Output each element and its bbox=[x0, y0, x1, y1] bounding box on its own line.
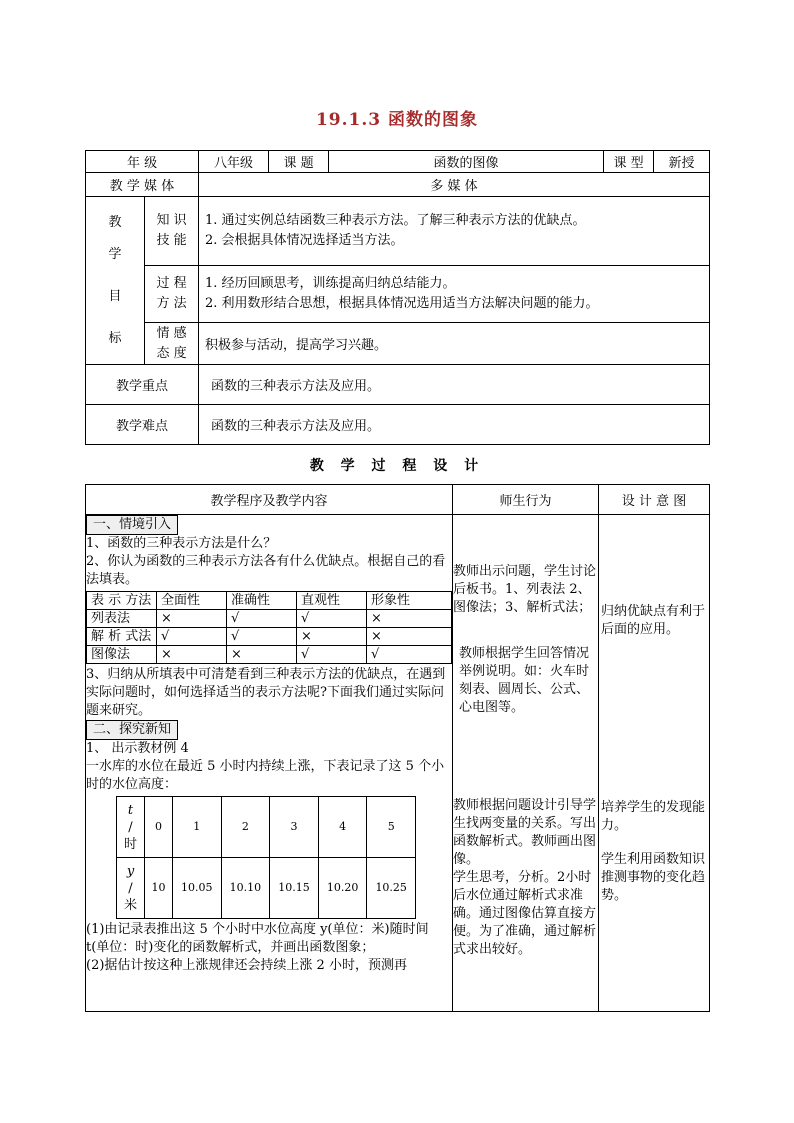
y-label-part: / bbox=[128, 880, 133, 896]
goals-char: 学 bbox=[108, 246, 122, 262]
knowledge-label bbox=[145, 197, 199, 266]
process-label-line: 过 程 bbox=[156, 276, 187, 291]
example-question-1: (1)由记录表推出这 5 个小时中水位高度 y(单位：米)随时间 t(单位：时)变化的函数解析式，并画出函数图象； bbox=[86, 922, 429, 955]
knowledge-goal-item: 1. 通过实例总结函数三种表示方法。了解三种表示方法的优缺点。 bbox=[205, 213, 586, 228]
compare-cell: √ bbox=[227, 610, 297, 628]
emotion-label-line: 情 感 bbox=[156, 325, 187, 341]
intent-text-3: 学生利用函数知识推测事物的变化趋势。 bbox=[601, 852, 706, 903]
knowledge-goals bbox=[199, 197, 710, 266]
compare-cell: × bbox=[227, 646, 297, 664]
example-title: 1、 出示教材例 4 bbox=[86, 741, 189, 756]
t-label-part: 时 bbox=[123, 836, 137, 852]
key-point-label: 教学重点 bbox=[86, 365, 199, 405]
y-value: 10.10 bbox=[221, 858, 270, 919]
goals-char: 教 bbox=[108, 214, 122, 230]
y-value: 10.05 bbox=[173, 858, 222, 919]
knowledge-label-line: 知 识 bbox=[156, 213, 187, 228]
water-level-table bbox=[116, 796, 416, 919]
knowledge-label-line: 技 能 bbox=[156, 233, 187, 248]
media-value: 多 媒 体 bbox=[199, 173, 710, 197]
goals-char: 目 bbox=[108, 288, 122, 304]
t-label bbox=[117, 797, 145, 858]
t-value: 3 bbox=[270, 797, 319, 858]
compare-cell: × bbox=[157, 646, 227, 664]
compare-cell: √ bbox=[157, 628, 227, 646]
difficult-point-value: 函数的三种表示方法及应用。 bbox=[199, 405, 710, 445]
media-label: 教 学 媒 体 bbox=[86, 173, 199, 197]
emotion-label-line: 态 度 bbox=[156, 345, 187, 361]
compare-header: 表 示 方法 bbox=[87, 592, 157, 610]
intent-text-2: 培养学生的发现能力。 bbox=[601, 800, 706, 833]
behavior-text-4: 学生思考，分析。2小时后水位通过解析式求准确。通过图像估算直接方便。为了准确，通过解析式求出较好。 bbox=[453, 870, 597, 957]
section-heading-explore: 二、探究新知 bbox=[86, 720, 178, 740]
knowledge-goal-item: 2. 会根据具体情况选择适当方法。 bbox=[205, 233, 404, 248]
question-3: 3、归纳从所填表中可清楚看到三种表示方法的优缺点，在遇到实际问题时，如何选择适当的表示方法呢?下面我们通过实际问题来研究。 bbox=[86, 667, 446, 718]
compare-cell: √ bbox=[367, 646, 452, 664]
t-value: 2 bbox=[221, 797, 270, 858]
teaching-process-table bbox=[85, 484, 710, 1012]
compare-cell: 解 析 式法 bbox=[87, 628, 157, 646]
key-point-value: 函数的三种表示方法及应用。 bbox=[199, 365, 710, 405]
t-value: 4 bbox=[318, 797, 367, 858]
emotion-label bbox=[145, 323, 199, 365]
topic-label: 课 题 bbox=[269, 151, 329, 173]
type-value: 新授 bbox=[654, 151, 710, 173]
compare-cell: × bbox=[367, 610, 452, 628]
compare-header: 准确性 bbox=[227, 592, 297, 610]
y-label-part: y bbox=[126, 863, 135, 879]
y-label bbox=[117, 858, 145, 919]
intent-text-1: 归纳优缺点有利于后面的应用。 bbox=[601, 604, 706, 637]
y-value: 10.15 bbox=[270, 858, 319, 919]
t-value: 0 bbox=[145, 797, 173, 858]
type-label: 课 型 bbox=[604, 151, 654, 173]
process-goal-item: 1. 经历回顾思考，训练提高归纳总结能力。 bbox=[205, 276, 456, 291]
goals-char: 标 bbox=[108, 330, 122, 346]
compare-cell: √ bbox=[297, 646, 367, 664]
compare-header: 直观性 bbox=[297, 592, 367, 610]
col-header-behavior: 师生行为 bbox=[453, 485, 599, 515]
y-value: 10 bbox=[145, 858, 173, 919]
lesson-info-table bbox=[85, 150, 710, 445]
y-value: 10.20 bbox=[318, 858, 367, 919]
t-label-part: t bbox=[127, 802, 134, 818]
process-section-title: 教 学 过 程 设 计 bbox=[309, 458, 485, 474]
content-cell bbox=[86, 515, 453, 1012]
behavior-text-2: 教师根据学生回答情况举例说明。如：火车时刻表、圆周长、公式、心电图等。 bbox=[459, 646, 590, 715]
compare-cell: √ bbox=[297, 610, 367, 628]
y-value: 10.25 bbox=[367, 858, 416, 919]
t-value: 1 bbox=[173, 797, 222, 858]
section-heading-intro: 一、情境引入 bbox=[86, 515, 178, 535]
y-label-part: 米 bbox=[123, 897, 137, 913]
col-header-content: 教学程序及教学内容 bbox=[86, 485, 453, 515]
grade-label: 年 级 bbox=[86, 151, 199, 173]
grade-value: 八年级 bbox=[199, 151, 269, 173]
t-label-part: / bbox=[128, 819, 133, 835]
difficult-point-label: 教学难点 bbox=[86, 405, 199, 445]
behavior-text-3: 教师根据问题设计引导学生找两变量的关系。写出函数解析式。教师画出图像。 bbox=[453, 798, 597, 867]
process-goal-item: 2. 利用数形结合思想，根据具体情况选用适当方法解决问题的能力。 bbox=[205, 296, 599, 311]
t-value: 5 bbox=[367, 797, 416, 858]
comparison-table bbox=[86, 591, 452, 664]
example-question-2: (2)据估计按这种上涨规律还会持续上涨 2 小时，预测再 bbox=[86, 958, 407, 973]
intent-cell bbox=[599, 515, 710, 1012]
goals-label bbox=[86, 197, 145, 365]
process-label-line: 方 法 bbox=[156, 296, 187, 311]
compare-cell: 图像法 bbox=[87, 646, 157, 664]
example-text: 一水库的水位在最近 5 小时内持续上涨，下表记录了这 5 个小时的水位高度： bbox=[86, 759, 445, 792]
emotion-goal: 积极参与活动，提高学习兴趣。 bbox=[199, 323, 710, 365]
compare-cell: × bbox=[157, 610, 227, 628]
process-goals bbox=[199, 266, 710, 323]
compare-cell: × bbox=[297, 628, 367, 646]
compare-header: 形象性 bbox=[367, 592, 452, 610]
question-1: 1、函数的三种表示方法是什么？ bbox=[86, 536, 277, 551]
behavior-cell bbox=[453, 515, 599, 1012]
process-label bbox=[145, 266, 199, 323]
compare-cell: √ bbox=[227, 628, 297, 646]
compare-cell: 列表法 bbox=[87, 610, 157, 628]
behavior-text-1: 教师出示问题，学生讨论后板书。1、列表法 2、图像法；3、解析式法； bbox=[453, 564, 597, 615]
page-title: 19.1.3 函数的图象 bbox=[315, 110, 479, 130]
compare-cell: × bbox=[367, 628, 452, 646]
col-header-intent: 设 计 意 图 bbox=[599, 485, 710, 515]
question-2: 2、你认为函数的三种表示方法各有什么优缺点。根据自己的看法填表。 bbox=[86, 554, 446, 587]
compare-header: 全面性 bbox=[157, 592, 227, 610]
topic-value: 函数的图像 bbox=[329, 151, 604, 173]
